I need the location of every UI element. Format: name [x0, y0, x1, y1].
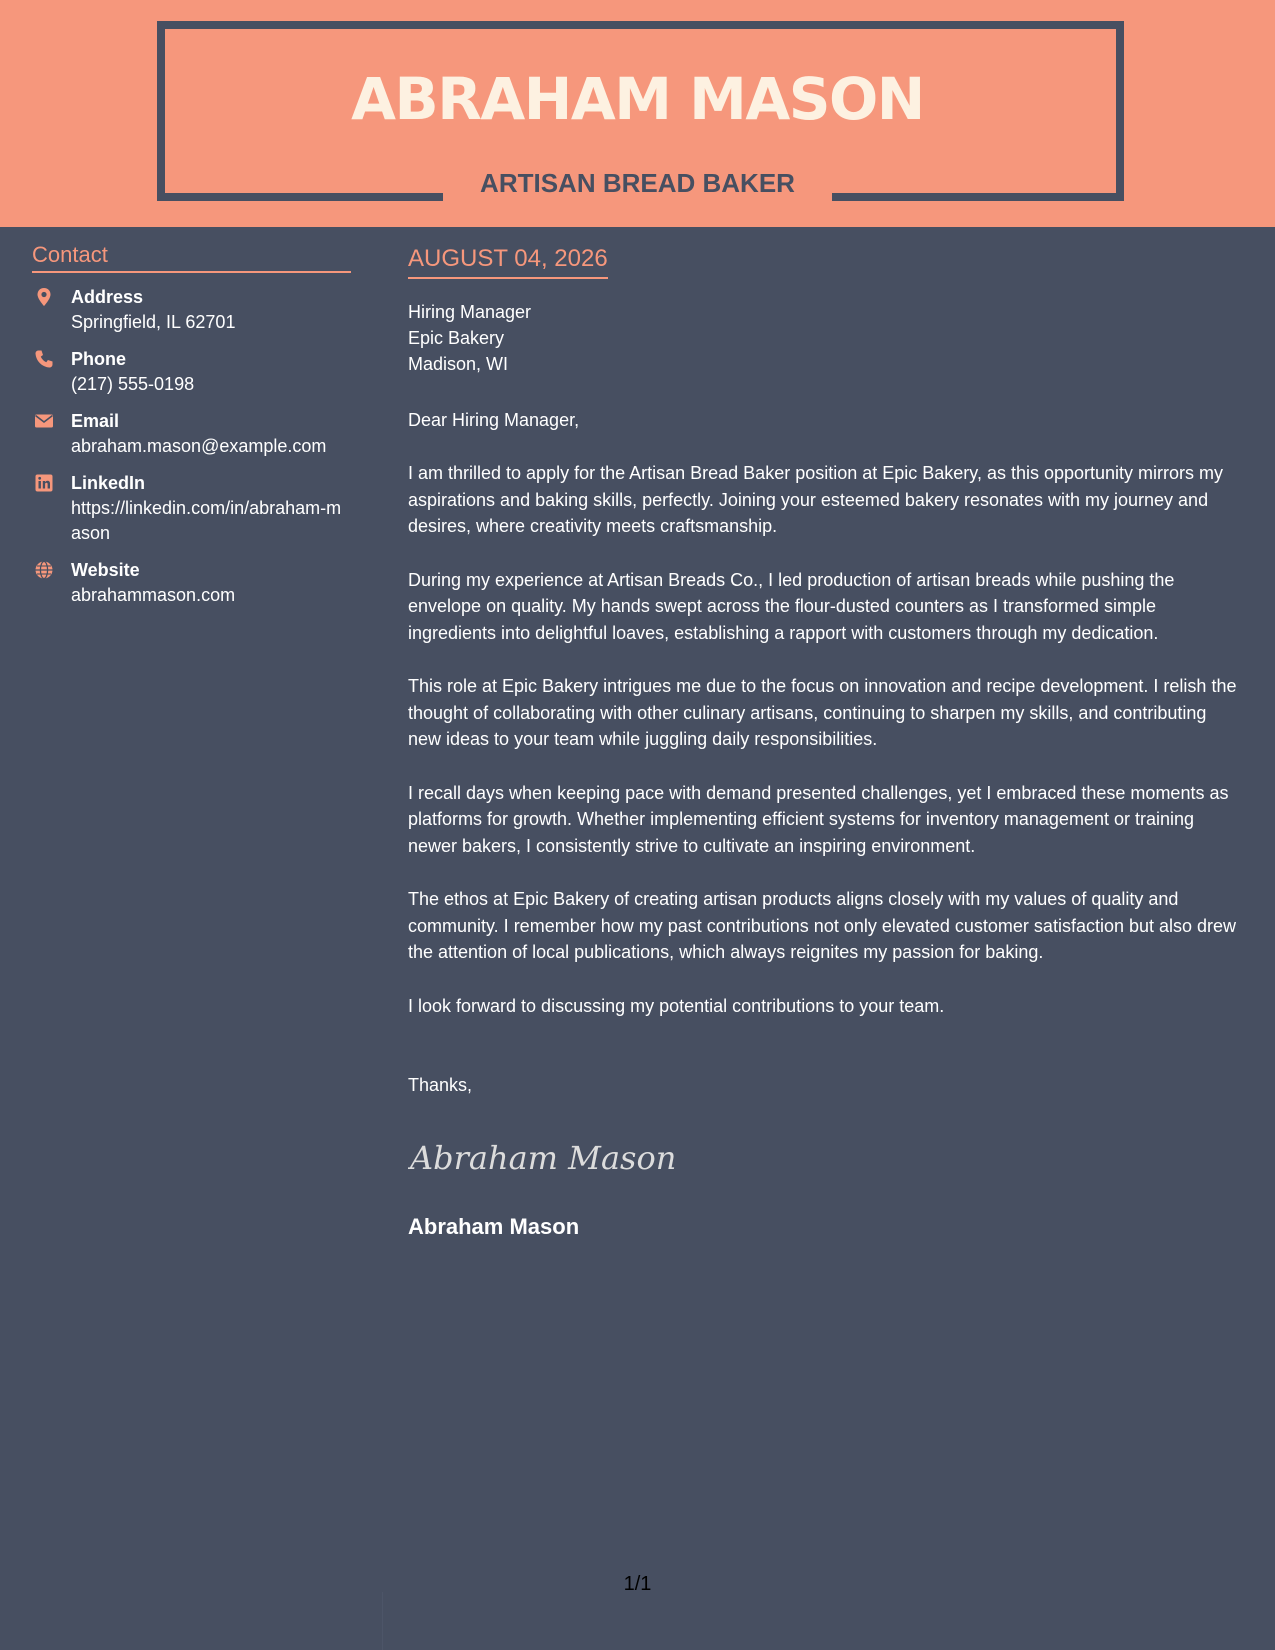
map-pin-icon [34, 287, 54, 307]
letter-paragraph: I recall days when keeping pace with demand presented challenges, yet I embraced these moments as platforms for growth. Whether implementing efficient systems for inventory management or training newer bakers, I consistently strive to cultivate an inspiring environment. [408, 782, 1229, 856]
contact-label: Address [71, 287, 144, 307]
signer-name: Abraham Mason [408, 1214, 580, 1239]
letter-paragraph: During my experience at Artisan Breads Co., I led production of artisan breads while pushing the envelope on quality. My hands swept across the flour-dusted counters as I transformed simple ingredients into delightful loaves, establishing a rapport with customers through my dedication. [408, 569, 1175, 643]
contact-value: https://linkedin.com/in/abraham-mason [71, 498, 342, 543]
handwritten-signature [408, 1132, 1243, 1182]
letter-paragraph: I am thrilled to apply for the Artisan Bread Baker position at Epic Bakery, as this opportunity mirrors my aspirations and baking skills, perfectly. Joining your esteemed bakery resonates with my journey and desires, where creativity meets craftsmanship. [408, 463, 1224, 536]
contact-label: Email [71, 411, 120, 431]
contact-item-linkedin [32, 471, 351, 546]
contact-sidebar [32, 240, 351, 620]
signature-text: Abraham Mason [410, 1139, 677, 1177]
contact-label: Phone [71, 349, 127, 369]
closing: Thanks, [408, 1075, 473, 1095]
contact-label: LinkedIn [71, 473, 146, 493]
letter-paragraph: The ethos at Epic Bakery of creating artisan products aligns closely with my values of quality and community. I remember how my past contributions not only elevated customer satisfaction but also drew the attention of local publications, which always reignites my passion for baking. [408, 889, 1237, 962]
phone-icon [34, 349, 54, 369]
contact-value: abraham.mason@example.com [71, 436, 327, 456]
contact-item-address [32, 285, 351, 335]
page-number: 1/1 [623, 1573, 652, 1595]
contact-heading: Contact [32, 240, 351, 273]
recipient-block [408, 299, 1243, 377]
contact-value: Springfield, IL 62701 [71, 312, 236, 332]
divider [382, 1592, 383, 1650]
contact-item-phone [32, 347, 351, 397]
job-title: ARTISAN BREAD BAKER [480, 168, 795, 198]
globe-icon [34, 560, 54, 580]
envelope-icon [34, 411, 54, 431]
salutation: Dear Hiring Manager, [408, 410, 580, 430]
recipient-line: Epic Bakery [408, 328, 505, 348]
recipient-line: Madison, WI [408, 354, 509, 374]
header-banner [0, 0, 1275, 227]
letter-body [408, 242, 1243, 1242]
linkedin-icon [34, 473, 54, 493]
contact-item-website [32, 558, 351, 608]
recipient-line: Hiring Manager [408, 302, 532, 322]
letter-paragraph: I look forward to discussing my potential contributions to your team. [408, 995, 945, 1016]
contact-item-email [32, 409, 351, 459]
applicant-name: ABRAHAM MASON [351, 65, 924, 133]
contact-value: abrahammason.com [71, 585, 236, 605]
contact-value: (217) 555-0198 [71, 374, 195, 394]
contact-label: Website [71, 560, 140, 580]
letter-date: AUGUST 04, 2026 [408, 242, 608, 279]
letter-paragraph: This role at Epic Bakery intrigues me due to the focus on innovation and recipe development. I relish the thought of collaborating with other culinary artisans, continuing to sharpen my skills, and contributing new ideas to your team while juggling daily responsibilities. [408, 676, 1237, 749]
